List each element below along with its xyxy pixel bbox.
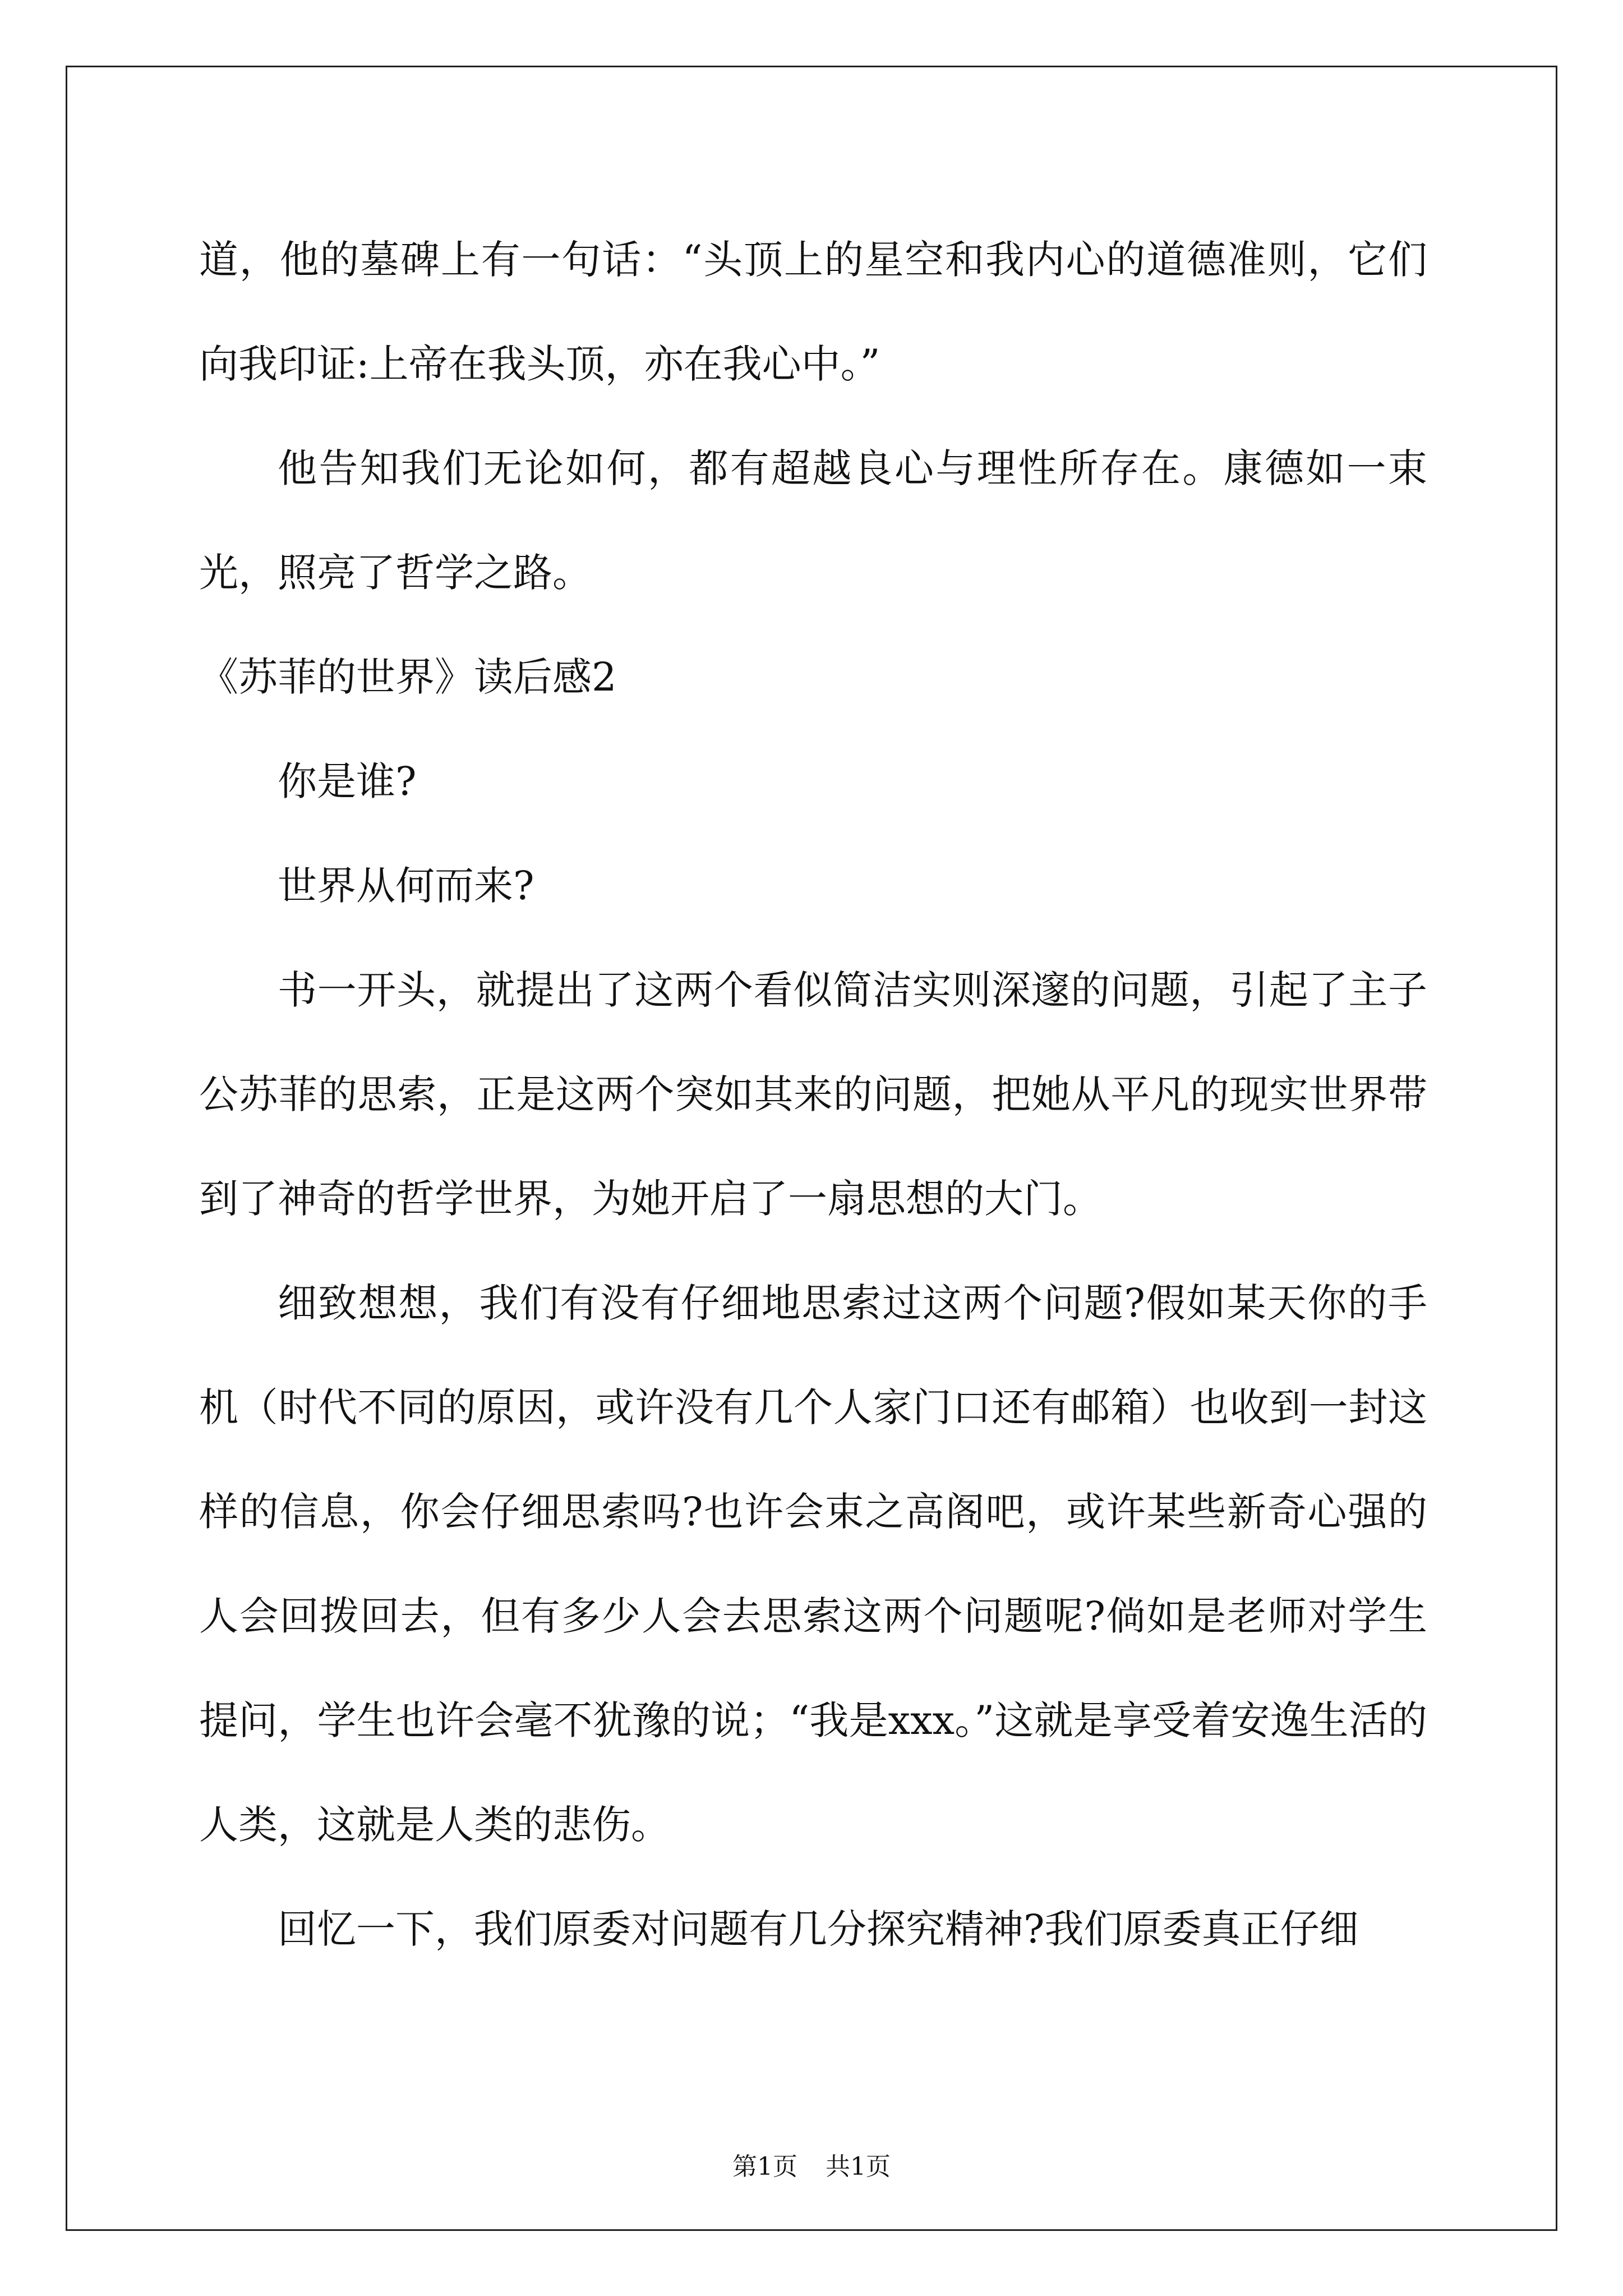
page-number: 第1页 — [732, 2152, 797, 2181]
page-footer — [0, 2150, 1623, 2184]
paragraph: 世界从何而来? — [278, 863, 534, 909]
document-body — [199, 208, 1427, 1981]
paragraph-continuation: 道，他的墓碑上有一句话：“头顶上的星空和我内心的道德准则，它们向我印证:上帝在我头顶，亦在我心中。” — [199, 237, 1427, 387]
section-heading: 《苏菲的世界》读后感2 — [199, 654, 617, 700]
paragraph: 你是谁? — [278, 758, 417, 804]
page-total: 共1页 — [826, 2152, 891, 2181]
paragraph: 书一开头，就提出了这两个看似简洁实则深邃的问题，引起了主子公苏菲的思索，正是这两个突如其来的问题，把她从平凡的现实世界带到了神奇的哲学世界，为她开启了一扇思想的大门。 — [199, 967, 1427, 1222]
paragraph: 回忆一下，我们原委对问题有几分探究精神?我们原委真正仔细 — [278, 1906, 1359, 1952]
paragraph: 细致想想，我们有没有仔细地思索过这两个问题?假如某天你的手机（时代不同的原因，或许没有几个人家门口还有邮箱）也收到一封这样的信息，你会仔细思索吗?也许会束之高阁吧，或许某些新奇心强的人会回拨回去，但有多少人会去思索这两个问题呢?倘如是老师对学生提问，学生也许会毫不犹豫的说；“我是xxx。”这就是享受着安逸生活的人类，这就是人类的悲伤。 — [199, 1280, 1427, 1848]
paragraph: 他告知我们无论如何，都有超越良心与理性所存在。康德如一束光，照亮了哲学之路。 — [199, 445, 1427, 596]
